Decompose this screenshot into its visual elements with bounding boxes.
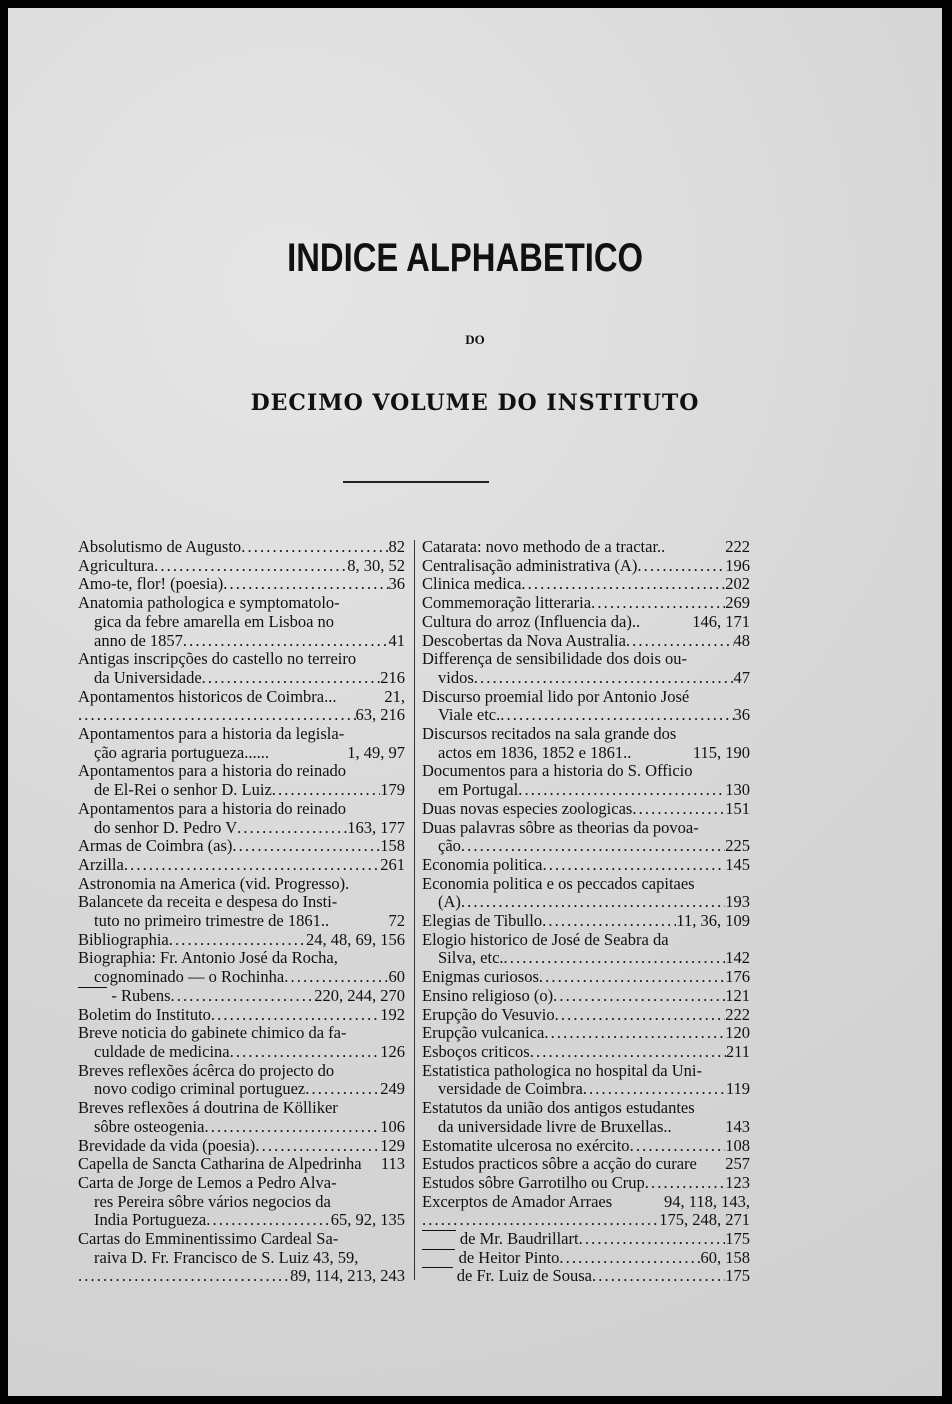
volume-subtitle: DECIMO VOLUME DO INSTITUTO <box>250 390 700 416</box>
index-entry <box>422 613 750 632</box>
leader-dots <box>530 1043 726 1062</box>
leader-dots <box>461 837 725 856</box>
leader-dots <box>284 968 388 987</box>
leader-dots <box>543 856 726 875</box>
entry-text: Breves reflexões ácêrca do projecto do <box>78 1060 335 1080</box>
entry-text: Boletim do Instituto <box>78 1004 211 1024</box>
index-entry <box>422 1118 750 1137</box>
index-entry <box>78 1249 405 1268</box>
leader-dots <box>329 912 388 931</box>
index-entry <box>422 800 750 819</box>
entry-text: Descobertas da Nova Australia <box>422 630 626 650</box>
index-entry <box>78 1230 405 1249</box>
index-entry <box>422 538 750 557</box>
index-title: INDICE ALPHABETICO <box>287 236 644 280</box>
page-number: 82 <box>388 537 405 556</box>
leader-dots <box>269 744 347 763</box>
page-number: 175 <box>725 1229 750 1249</box>
leader-dots <box>559 1249 700 1268</box>
index-entry <box>422 1230 750 1249</box>
page-number: 1, 49, 97 <box>347 742 405 762</box>
leader-dots <box>542 912 676 931</box>
index-entry <box>78 931 405 950</box>
entry-text: Economia politica e os peccados capitaes <box>422 873 695 893</box>
page-number: 121 <box>725 985 750 1005</box>
index-entry <box>422 762 750 781</box>
index-entry <box>78 669 405 688</box>
leader-dots <box>672 1118 726 1137</box>
entry-text: Discurso proemial lido por Antonio José <box>422 686 690 706</box>
entry-text: em Portugal <box>438 780 519 800</box>
entry-text: ção <box>438 836 461 856</box>
index-entry <box>78 1155 405 1174</box>
page-number: 269 <box>725 593 750 613</box>
index-entry <box>422 632 750 651</box>
entry-text: Estatistica pathologica no hospital da Uni- <box>422 1060 702 1080</box>
index-entry <box>78 912 405 931</box>
page-number: 65, 92, 135 <box>330 1210 405 1230</box>
index-entry <box>78 557 405 576</box>
leader-dots <box>183 632 389 651</box>
page-number: 72 <box>388 911 405 931</box>
index-entry <box>78 650 405 669</box>
leader-dots <box>211 1006 380 1025</box>
entry-text: Armas de Coimbra (as) <box>78 836 233 856</box>
entry-text: Erupção vulcanica <box>422 1023 545 1043</box>
entry-text: gica da febre amarella em Lisboa no <box>94 611 335 631</box>
page-number: 106 <box>380 1116 405 1136</box>
page-number: 48 <box>733 630 750 650</box>
index-entry <box>78 949 405 968</box>
page <box>8 8 942 1396</box>
page-number: 146, 171 <box>692 611 750 631</box>
index-entry <box>422 1193 750 1212</box>
leader-dots <box>223 575 388 594</box>
page-number: 21, <box>384 686 405 706</box>
page-number: 225 <box>725 836 750 856</box>
leader-dots <box>237 819 347 838</box>
page-number: 11, 36, 109 <box>676 911 750 931</box>
page-number: 36 <box>733 705 750 725</box>
repeat-dash <box>422 1249 455 1250</box>
entry-text: Centralisação administrativa (A) <box>422 555 638 575</box>
entry-text: Viale etc. <box>438 705 501 725</box>
index-entry <box>78 893 405 912</box>
entry-text: Enigmas curiosos <box>422 967 539 987</box>
page-number: 8, 30, 52 <box>347 555 405 575</box>
index-entry <box>422 1174 750 1193</box>
entry-text: Cultura do arroz (Influencia da).. <box>422 611 641 631</box>
entry-text: vidos <box>438 667 474 687</box>
index-entry <box>422 987 750 1006</box>
index-entry <box>422 856 750 875</box>
index-entry <box>78 856 405 875</box>
page-number: 119 <box>725 1079 750 1099</box>
entry-text: raiva D. Fr. Francisco de S. Luiz 43, 59, <box>94 1247 359 1267</box>
entry-text: Erupção do Vesuvio <box>422 1004 555 1024</box>
page-number: 192 <box>380 1004 405 1024</box>
index-entry <box>422 725 750 744</box>
page-number: 94, 118, 143, <box>663 1191 750 1211</box>
page-number: 193 <box>725 892 750 912</box>
index-entry <box>78 837 405 856</box>
index-entry <box>422 1080 750 1099</box>
page-number: 60 <box>388 967 405 987</box>
page-number: 151 <box>725 798 750 818</box>
entry-text: actos em 1836, 1852 e 1861.. <box>438 742 632 762</box>
index-entry <box>78 1193 405 1212</box>
right-column <box>422 538 750 1286</box>
index-entry <box>78 688 405 707</box>
leader-dots <box>78 1267 290 1286</box>
entry-text: Apontamentos para a historia da legisla- <box>78 724 345 744</box>
entry-text: ção agraria portugueza...... <box>94 742 269 762</box>
index-entry <box>422 1062 750 1081</box>
index-entry <box>422 837 750 856</box>
page-number: 60, 158 <box>700 1247 750 1267</box>
page-number: 257 <box>725 1154 750 1174</box>
entry-text: de Fr. Luiz de Sousa <box>456 1266 592 1286</box>
leader-dots <box>272 781 380 800</box>
entry-text: Cartas do Emminentissimo Cardeal Sa- <box>78 1229 339 1249</box>
leader-dots <box>500 706 733 725</box>
page-number: 261 <box>380 854 405 874</box>
repeat-dash <box>422 1267 453 1268</box>
leader-dots <box>592 1267 725 1286</box>
leader-dots <box>474 669 734 688</box>
page-number: 130 <box>725 780 750 800</box>
entry-text: Clinica medica <box>422 574 522 594</box>
entry-text: da universidade livre de Bruxellas.. <box>438 1116 672 1136</box>
index-entry <box>78 875 405 894</box>
repeat-dash <box>78 987 107 988</box>
index-entry <box>78 819 405 838</box>
leader-dots <box>544 1024 725 1043</box>
index-entry <box>78 968 405 987</box>
index-entry <box>422 931 750 950</box>
entry-text: Breve noticia do gabinete chimico da fa- <box>78 1023 347 1043</box>
entry-text: Differença de sensibilidade dos dois ou- <box>422 649 687 669</box>
leader-dots <box>422 1211 659 1230</box>
index-entry <box>78 800 405 819</box>
leader-dots <box>579 1230 726 1249</box>
index-entry <box>422 669 750 688</box>
entry-text: Balancete da receita e despesa do Insti- <box>78 892 338 912</box>
leader-dots <box>631 744 692 763</box>
leader-dots <box>665 538 725 557</box>
entry-text: Breves reflexões á doutrina de Kölliker <box>78 1098 338 1118</box>
page-number: 196 <box>725 555 750 575</box>
entry-text: Amo-te, flor! (poesia) <box>78 574 224 594</box>
entry-text: Discursos recitados na sala grande dos <box>422 724 677 744</box>
page-number: 120 <box>725 1023 750 1043</box>
entry-text: Ensino religioso (o) <box>422 985 554 1005</box>
entry-text: Carta de Jorge de Lemos a Pedro Alva- <box>78 1172 337 1192</box>
page-number: 108 <box>725 1135 750 1155</box>
entry-text: Brevidade da vida (poesia) <box>78 1135 256 1155</box>
entry-text: Estatutos da união dos antigos estudantes <box>422 1098 695 1118</box>
index-entry <box>78 1080 405 1099</box>
leader-dots <box>169 931 306 950</box>
entry-text: Economia politica <box>422 854 543 874</box>
index-entry <box>422 949 750 968</box>
repeat-dash <box>422 1230 456 1231</box>
leader-dots <box>230 1043 381 1062</box>
entry-text: Astronomia na America (vid. Progresso). <box>78 873 350 893</box>
index-entry <box>422 893 750 912</box>
title-rule <box>343 481 489 483</box>
entry-text: India Portugueza <box>94 1210 207 1230</box>
leader-dots <box>336 688 384 707</box>
entry-text: sôbre osteogenia <box>94 1116 205 1136</box>
page-number: 249 <box>380 1079 405 1099</box>
entry-text: (A) <box>438 892 461 912</box>
leader-dots <box>553 987 725 1006</box>
entry-text: Agricultura <box>78 555 155 575</box>
leader-dots <box>241 538 388 557</box>
index-entry <box>78 632 405 651</box>
page-number: 129 <box>380 1135 405 1155</box>
leader-dots <box>539 968 725 987</box>
index-entry <box>78 594 405 613</box>
entry-text: Apontamentos para a historia do reinado <box>78 798 347 818</box>
page-number: 89, 114, 213, 243 <box>290 1266 405 1286</box>
index-entry <box>422 968 750 987</box>
entry-text: - Rubens <box>111 985 171 1005</box>
page-number: 63, 216 <box>355 705 405 725</box>
leader-dots <box>591 594 725 613</box>
entry-text: Antigas inscripções do castello no terreiro <box>78 649 357 669</box>
index-entry <box>78 987 405 1006</box>
leader-dots <box>630 1137 726 1156</box>
page-number: 113 <box>380 1154 405 1174</box>
index-entry <box>422 575 750 594</box>
entry-text: de Heitor Pinto <box>458 1247 560 1267</box>
index-entry <box>422 594 750 613</box>
leader-dots <box>555 1006 726 1025</box>
index-entry <box>78 538 405 557</box>
index-entry <box>78 1267 405 1286</box>
entry-text: Documentos para a historia do S. Officio <box>422 761 693 781</box>
page-number: 47 <box>733 667 750 687</box>
entry-text: de El-Rei o senhor D. Luiz <box>94 780 272 800</box>
index-entry <box>422 1211 750 1230</box>
entry-text: Apontamentos historicos de Coimbra... <box>78 686 337 706</box>
entry-text: da Universidade <box>94 667 202 687</box>
entry-text: tuto no primeiro trimestre de 1861.. <box>94 911 330 931</box>
page-number: 115, 190 <box>692 742 750 762</box>
page-number: 145 <box>725 854 750 874</box>
index-entry <box>78 1174 405 1193</box>
left-column <box>78 538 405 1286</box>
leader-dots <box>206 1211 330 1230</box>
entry-text: Commemoração litteraria <box>422 593 592 613</box>
entry-text: Duas novas especies zoologicas <box>422 798 633 818</box>
entry-text: Estudos practicos sôbre a acção do curare <box>422 1154 697 1174</box>
subtitle-do: DO <box>465 332 485 347</box>
entry-text: Esboços criticos <box>422 1041 530 1061</box>
leader-dots <box>518 781 725 800</box>
page-number: 176 <box>725 967 750 987</box>
index-entry <box>422 1267 750 1286</box>
index-entry <box>78 1024 405 1043</box>
index-entry <box>422 1043 750 1062</box>
index-entry <box>422 1249 750 1268</box>
entry-text: de Mr. Baudrillart <box>459 1229 579 1249</box>
page-number: 123 <box>725 1172 750 1192</box>
page-number: 24, 48, 69, 156 <box>306 929 405 949</box>
index-entry <box>78 1006 405 1025</box>
index-entry <box>422 781 750 800</box>
index-entry <box>78 1118 405 1137</box>
page-number: 175 <box>725 1266 750 1286</box>
leader-dots <box>154 557 347 576</box>
entry-text: Elogio historico de José de Seabra da <box>422 929 669 949</box>
index-entry <box>422 650 750 669</box>
entry-text: Apontamentos para a historia do reinado <box>78 761 347 781</box>
index-entry <box>78 781 405 800</box>
entry-text: Silva, etc. <box>438 948 504 968</box>
leader-dots <box>461 893 725 912</box>
leader-dots <box>124 856 380 875</box>
page-number: 220, 244, 270 <box>314 985 405 1005</box>
leader-dots <box>637 557 725 576</box>
column-divider <box>414 540 415 1280</box>
leader-dots <box>362 1155 381 1174</box>
entry-text: Excerptos de Amador Arraes <box>422 1191 613 1211</box>
page-number: 126 <box>380 1041 405 1061</box>
leader-dots <box>78 706 356 725</box>
index-entry <box>422 1137 750 1156</box>
page-number: 216 <box>380 667 405 687</box>
entry-text: versidade de Coimbra <box>438 1079 583 1099</box>
entry-text: Duas palavras sôbre as theorias da povoa- <box>422 817 699 837</box>
page-number: 202 <box>725 574 750 594</box>
leader-dots <box>697 1155 725 1174</box>
index-entry <box>78 1099 405 1118</box>
index-entry <box>422 706 750 725</box>
leader-dots <box>640 613 692 632</box>
page-number: 163, 177 <box>347 817 405 837</box>
index-entry <box>422 819 750 838</box>
index-entry <box>422 688 750 707</box>
entry-text: Bibliographia <box>78 929 169 949</box>
leader-dots <box>645 1174 726 1193</box>
entry-text: anno de 1857 <box>94 630 183 650</box>
entry-text: Biographia: Fr. Antonio José da Rocha, <box>78 948 338 968</box>
leader-dots <box>632 800 725 819</box>
entry-text: Estomatite ulcerosa no exército <box>422 1135 630 1155</box>
index-entry <box>78 744 405 763</box>
index-entry <box>78 706 405 725</box>
index-entry <box>78 575 405 594</box>
leader-dots <box>626 632 734 651</box>
entry-text: Arzilla <box>78 854 124 874</box>
index-entry <box>422 912 750 931</box>
page-number: 142 <box>725 948 750 968</box>
entry-text: novo codigo criminal portuguez <box>94 1079 306 1099</box>
entry-text: Catarata: novo methodo de a tractar.. <box>422 537 666 556</box>
index-entry <box>422 1155 750 1174</box>
leader-dots <box>204 1118 380 1137</box>
leader-dots <box>521 575 725 594</box>
index-entry <box>422 1099 750 1118</box>
index-entry <box>422 875 750 894</box>
entry-text: res Pereira sôbre vários negocios da <box>94 1191 331 1211</box>
leader-dots <box>255 1137 380 1156</box>
index-entry <box>78 613 405 632</box>
index-entry <box>422 744 750 763</box>
entry-text: cognominado — o Rochinha <box>94 967 285 987</box>
leader-dots <box>583 1080 726 1099</box>
entry-text: Anatomia pathologica e symptomatolo- <box>78 593 340 613</box>
index-entry <box>78 1211 405 1230</box>
entry-text: Estudos sôbre Garrotilho ou Crup <box>422 1172 645 1192</box>
index-entry <box>422 1024 750 1043</box>
entry-text: Elegias de Tibullo <box>422 911 543 931</box>
page-number: 158 <box>380 836 405 856</box>
index-entry <box>422 557 750 576</box>
index-entry <box>78 725 405 744</box>
leader-dots <box>504 949 726 968</box>
page-number: 222 <box>725 537 750 556</box>
page-number: 143 <box>725 1116 750 1136</box>
index-entry <box>78 1137 405 1156</box>
entry-text: do senhor D. Pedro V <box>94 817 238 837</box>
index-entry <box>78 762 405 781</box>
index-entry <box>422 1006 750 1025</box>
leader-dots <box>305 1080 380 1099</box>
leader-dots <box>202 669 381 688</box>
page-number: 179 <box>380 780 405 800</box>
entry-text: culdade de medicina <box>94 1041 230 1061</box>
page-number: 41 <box>388 630 405 650</box>
index-entry <box>78 1043 405 1062</box>
entry-text: Capella de Sancta Catharina de Alpedrinha <box>78 1154 362 1174</box>
index-entry <box>78 1062 405 1081</box>
leader-dots <box>612 1193 664 1212</box>
page-number: 211 <box>725 1041 750 1061</box>
page-number: 36 <box>388 574 405 594</box>
leader-dots <box>232 837 380 856</box>
leader-dots <box>171 987 315 1006</box>
page-number: 175, 248, 271 <box>659 1210 750 1230</box>
entry-text: Absolutismo de Augusto <box>78 537 242 556</box>
page-number: 222 <box>725 1004 750 1024</box>
